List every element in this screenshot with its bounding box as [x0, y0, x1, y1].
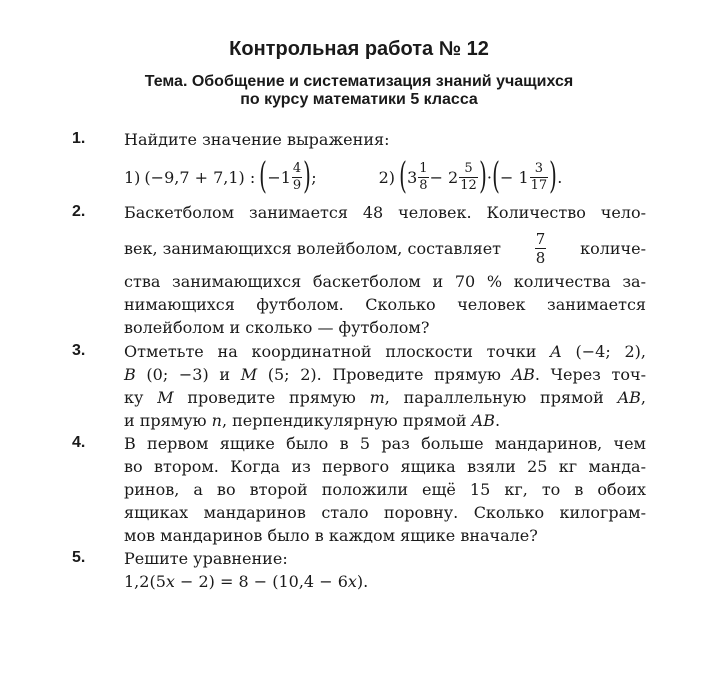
task-1-text: Найдите значение выражения: — [124, 130, 390, 149]
expr-2-fraction-3-num: 3 — [534, 160, 544, 176]
expr-2-whole-3: − 1 — [499, 167, 529, 187]
expr-2-fraction-2-den: 12 — [460, 177, 477, 193]
task-3-line-3b: проведите прямую — [187, 388, 356, 407]
task-2-fraction-den: 8 — [535, 248, 546, 267]
task-2-line-4: нимающихся футболом. Сколько человек занимается — [124, 295, 646, 314]
task-3-line-2-end: . Через точ- — [534, 365, 647, 384]
expr-2-fraction-3 — [530, 162, 549, 193]
expr-1-label: 1) — [124, 167, 141, 187]
task-2-line-1: Баскетболом занимается 48 человек. Количество чело- — [124, 203, 646, 222]
eq-var-x-2: x — [347, 572, 357, 591]
task-2-fraction — [535, 231, 547, 266]
topic — [0, 72, 718, 110]
expr-1-fraction-den: 9 — [292, 177, 302, 193]
line-ab-1: AB — [511, 365, 535, 384]
expr-2-rparen-1: ) — [478, 156, 487, 197]
expr-1-rparen: ) — [303, 156, 312, 197]
point-a-coords: (−4; 2), — [575, 342, 647, 361]
line-ab-2: AB — [617, 388, 641, 407]
task-4-line-5: мов мандаринов было в каждом ящике вначале? — [124, 526, 538, 545]
task-3-line-4c: . — [494, 411, 501, 430]
point-b: B — [124, 365, 136, 384]
expr-2-fraction-1-den: 8 — [419, 177, 428, 193]
task-4-line-3: ринов, а во второй положили ещё 15 кг, то в обоих — [124, 480, 646, 499]
expr-2-fraction-2-num: 5 — [464, 160, 473, 176]
expr-2-dot: · — [486, 167, 492, 187]
topic-label: Тема. — [144, 73, 188, 90]
task-2-line-3: ства занимающихся баскетболом и 70 % количества за- — [124, 272, 646, 291]
task-2-number: 2. — [72, 203, 86, 220]
task-3-line-3c: , параллельную прямой — [384, 388, 604, 407]
task-3-line-3 — [124, 388, 646, 407]
line-ab-3: AB — [471, 411, 495, 430]
eq-part-b: − 2) = 8 − (10,4 − 6 — [174, 572, 348, 591]
task-3-line-3d: , — [640, 388, 646, 407]
task-4-number: 4. — [72, 434, 86, 451]
topic-line-2: по курсу математики 5 класса — [240, 91, 478, 108]
expr-1-lparen: ( — [259, 156, 268, 197]
line-n: n — [211, 411, 222, 430]
task-5-number: 5. — [72, 549, 86, 566]
eq-part-a: 1,2(5 — [124, 572, 166, 591]
task-1-number: 1. — [72, 130, 86, 147]
expr-1-fraction-num: 4 — [292, 160, 302, 176]
point-m: M — [240, 365, 258, 384]
task-4-line-4: ящиках мандаринов стало поровну. Сколько килограм- — [124, 503, 646, 522]
expr-2-tail: . — [557, 167, 563, 187]
task-4-line-1: В первом ящике было в 5 раз больше мандаринов, чем — [124, 434, 646, 453]
eq-part-c: ). — [356, 572, 369, 591]
task-2-fraction-num: 7 — [535, 229, 546, 248]
task-3-line-2 — [124, 365, 646, 384]
expr-1-fraction — [292, 162, 302, 193]
task-1-expressions — [124, 156, 664, 198]
task-4-line-2: во втором. Когда из первого ящика взяли 25 кг манда- — [124, 457, 646, 476]
task-2-line-2a: век, занимающихся волейболом, составляет — [124, 238, 502, 258]
task-2-line-5: волейболом и сколько — футболом? — [124, 318, 430, 337]
point-m-coords: (5; 2). Проведите прямую — [267, 365, 501, 384]
page-title: Контрольная работа № 12 — [229, 38, 489, 60]
task-3-line-3a: ку — [124, 388, 144, 407]
expr-2-op: − 2 — [429, 167, 459, 187]
point-b-coords: (0; −3) и — [146, 365, 231, 384]
task-3-line-1 — [124, 342, 646, 361]
expr-2-fraction-3-den: 17 — [530, 177, 548, 193]
eq-var-x-1: x — [165, 572, 175, 591]
task-3-line-4b: , перпендикулярную прямой — [221, 411, 467, 430]
expr-1-lead: (−9,7 + 7,1) : — [144, 167, 256, 187]
topic-line-1 — [0, 72, 718, 90]
point-a: A — [550, 342, 562, 361]
task-5-text: Решите уравнение: — [124, 549, 288, 568]
task-5-equation — [124, 572, 646, 591]
task-3-number: 3. — [72, 342, 86, 359]
task-3-line-1-text: Отметьте на координатной плоскости точки — [124, 342, 537, 361]
expr-2-whole-1: 3 — [407, 167, 418, 187]
task-3-line-4a: и прямую — [124, 411, 207, 430]
expr-2-lparen-1: ( — [399, 156, 407, 197]
expr-2-fraction-1 — [418, 162, 428, 193]
expr-2-label: 2) — [378, 167, 396, 187]
expr-1-tail: ; — [311, 167, 317, 187]
topic-text: Обобщение и систематизация знаний учащихся — [187, 73, 574, 90]
point-m-2: M — [157, 388, 174, 407]
expr-2-fraction-2 — [459, 162, 478, 193]
expr-2-fraction-1-num: 1 — [419, 160, 428, 176]
expr-2-lparen-2: ( — [492, 156, 500, 197]
task-3-line-4 — [124, 411, 646, 430]
expr-2-rparen-2: ) — [549, 156, 558, 197]
expr-1-inner: −1 — [267, 167, 291, 187]
line-m: m — [369, 388, 385, 407]
task-2-line-2b: количе- — [580, 238, 646, 258]
task-2-line-2 — [124, 228, 646, 268]
